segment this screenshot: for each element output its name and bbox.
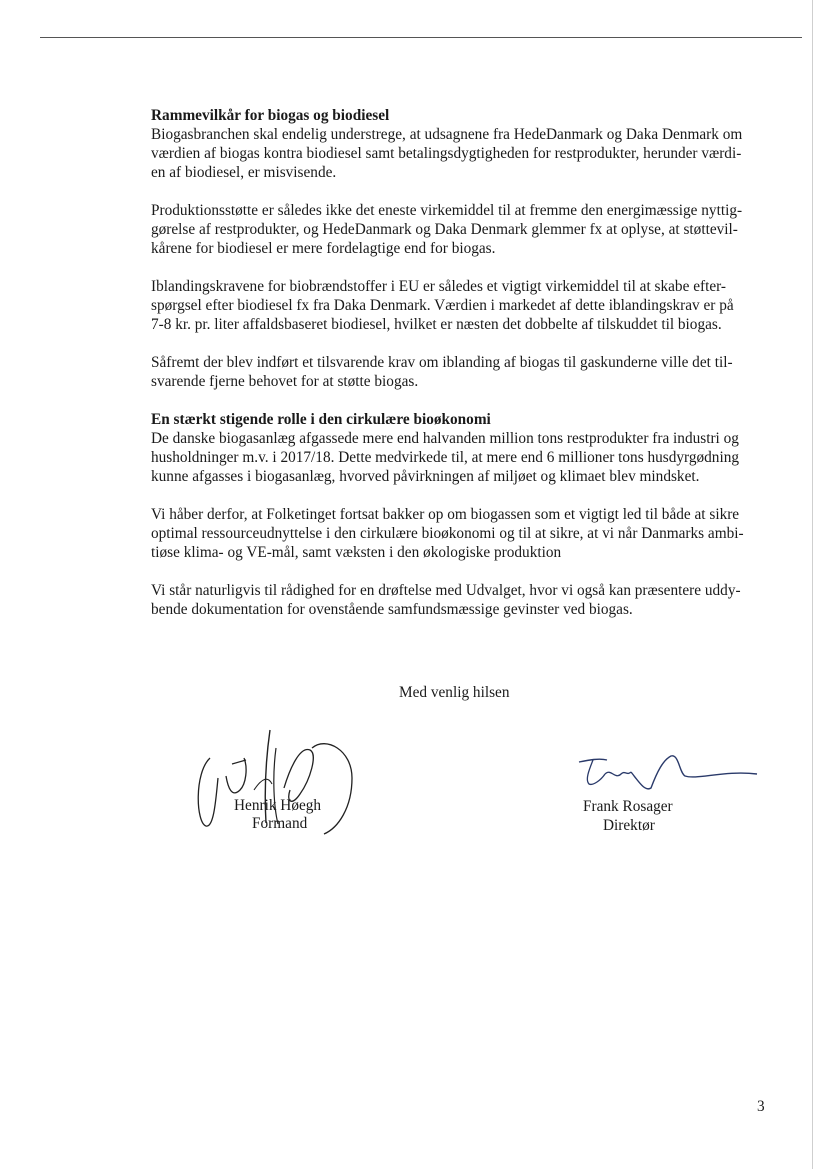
text-line: De danske biogasanlæg afgassede mere end halvanden million tons restprodukter fra industri og xyxy=(151,430,739,447)
text-line: optimal ressourceudnyttelse i den cirkulære bioøkonomi og til at sikre, at vi når Danmarks ambi- xyxy=(151,525,744,542)
signatory-title: Formand xyxy=(252,815,308,832)
text-line: Vi håber derfor, at Folketinget fortsat bakker op om biogassen som et vigtigt led til både at sikre xyxy=(151,506,740,523)
signatory-name: Frank Rosager xyxy=(583,798,673,815)
section-rammevilkaar xyxy=(151,106,781,391)
paragraph xyxy=(151,353,781,391)
text-line: svarende fjerne behovet for at støtte biogas. xyxy=(151,373,419,390)
section-cirkulaer-biooekonomi xyxy=(151,410,781,619)
text-line: Biogasbranchen skal endelig understrege, at udsagnene fra HedeDanmark og Daka Denmark om xyxy=(151,126,743,143)
text-line: værdien af biogas kontra biodiesel samt betalingsdygtigheden for restprodukter, herunder værdi- xyxy=(151,145,742,162)
text-line: Vi står naturligvis til rådighed for en drøftelse med Udvalget, hvor vi også kan præsentere uddy- xyxy=(151,582,741,599)
section-heading: En stærkt stigende rolle i den cirkulære bioøkonomi xyxy=(151,411,491,428)
text-line: tiøse klima- og VE-mål, samt væksten i den økologiske produktion xyxy=(151,544,562,561)
paragraph xyxy=(151,125,781,182)
signatory-name: Henrik Høegh xyxy=(234,797,322,814)
text-line: Iblandingskravene for biobrændstoffer i EU er således et vigtigt virkemiddel til at skabe efter- xyxy=(151,278,726,295)
text-line: kunne afgasses i biogasanlæg, hvorved påvirkningen af miljøet og klimaet blev mindsket. xyxy=(151,468,700,485)
paragraph xyxy=(151,581,781,619)
text-line: Såfremt der blev indført et tilsvarende krav om iblanding af biogas til gaskunderne ville det til- xyxy=(151,354,733,371)
paragraph xyxy=(151,429,781,486)
header-rule xyxy=(40,37,802,38)
text-line: 7-8 kr. pr. liter affaldsbaseret biodiesel, hvilket er næsten det dobbelte af tilskuddet til biogas. xyxy=(151,316,722,333)
text-line: spørgsel efter biodiesel fx fra Daka Denmark. Værdien i markedet af dette iblandingskrav er på xyxy=(151,297,734,314)
paragraph xyxy=(151,277,781,334)
signature-frank-rosager xyxy=(575,752,765,797)
text-line: bende dokumentation for ovenstående samfundsmæssige gevinster ved biogas. xyxy=(151,601,633,618)
text-line: en af biodiesel, er misvisende. xyxy=(151,164,337,181)
letter-body xyxy=(151,106,781,638)
section-heading: Rammevilkår for biogas og biodiesel xyxy=(151,107,390,124)
text-line: Produktionsstøtte er således ikke det eneste virkemiddel til at fremme den energimæssige nyttig- xyxy=(151,202,743,219)
page-edge xyxy=(812,0,813,1169)
handwritten-signature-icon xyxy=(575,752,765,797)
closing-greeting: Med venlig hilsen xyxy=(399,684,510,701)
signatory-title: Direktør xyxy=(603,817,655,834)
text-line: husholdninger m.v. i 2017/18. Dette medvirkede til, at mere end 6 millioner tons husdyrgødning xyxy=(151,449,739,466)
text-line: gørelse af restprodukter, og HedeDanmark og Daka Denmark glemmer fx at oplyse, at støttevil- xyxy=(151,221,738,238)
text-line: kårene for biodiesel er mere fordelagtige end for biogas. xyxy=(151,240,496,257)
paragraph xyxy=(151,201,781,258)
page-number: 3 xyxy=(757,1098,765,1115)
paragraph xyxy=(151,505,781,562)
